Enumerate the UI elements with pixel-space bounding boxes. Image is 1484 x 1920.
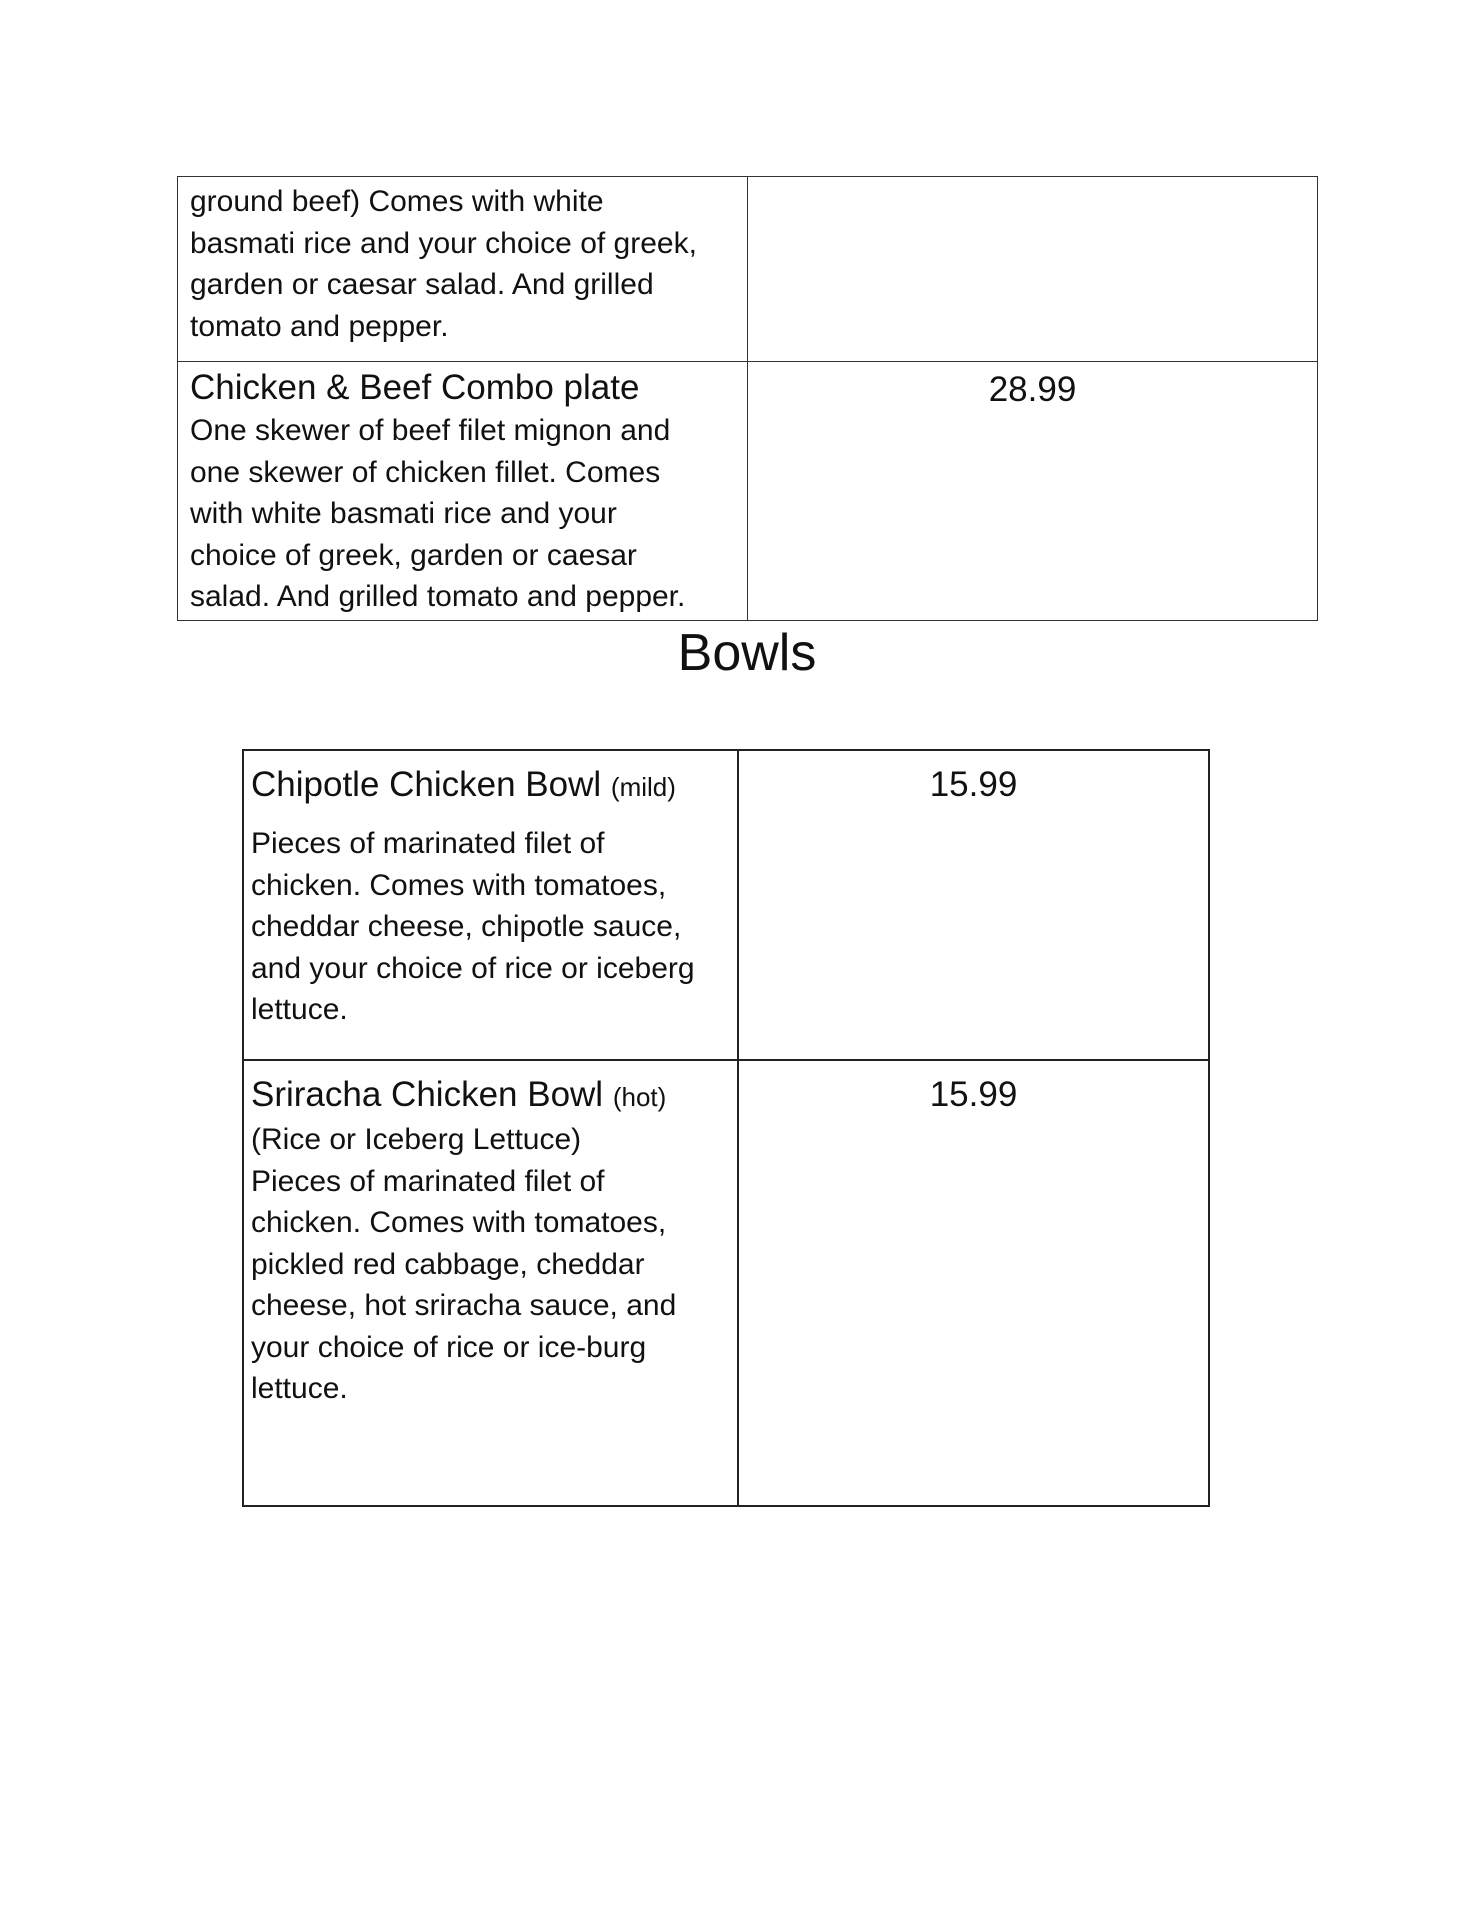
heat-level: (mild) <box>610 772 676 802</box>
item-subtitle: (Rice or Iceberg Lettuce) <box>251 1123 582 1156</box>
table-row <box>243 750 1209 1060</box>
table-row <box>178 177 1318 362</box>
price-cell <box>738 1060 1209 1506</box>
item-price: 15.99 <box>929 765 1018 804</box>
item-name: Sriracha Chicken Bowl <box>251 1075 604 1114</box>
item-price: 28.99 <box>988 370 1077 409</box>
item-cell <box>243 750 738 1060</box>
item-description: Pieces of marinated filet of chicken. Comes with tomatoes, cheddar cheese, chipotle sauce, and your choice of rice or iceberg lettuce. <box>251 827 695 1026</box>
bowls-table <box>242 749 1210 1507</box>
table-row <box>178 362 1318 621</box>
section-title: Bowls <box>677 624 817 682</box>
price-cell <box>738 750 1209 1060</box>
item-cell <box>178 177 748 362</box>
table-row <box>243 1060 1209 1506</box>
item-cell <box>243 1060 738 1506</box>
item-description: Pieces of marinated filet of chicken. Comes with tomatoes, pickled red cabbage, cheddar cheese, hot sriracha sauce, and your choice of rice or ice-burg lettuce. <box>251 1164 677 1405</box>
heat-level: (hot) <box>612 1082 667 1112</box>
item-name-line <box>251 1073 729 1119</box>
item-description: ground beef) Comes with white basmati rice and your choice of greek, garden or caesar salad. And grilled tomato and pepper. <box>190 185 697 343</box>
item-name: Chicken & Beef Combo plate <box>190 368 640 407</box>
price-cell <box>748 177 1318 362</box>
plates-table <box>177 176 1318 621</box>
item-name-line <box>251 763 729 809</box>
price-cell <box>748 362 1318 621</box>
item-cell <box>178 362 748 621</box>
item-name: Chipotle Chicken Bowl <box>251 765 602 804</box>
spacer <box>251 809 729 823</box>
item-price: 15.99 <box>929 1075 1018 1114</box>
item-description: One skewer of beef filet mignon and one skewer of chicken fillet. Comes with white basmati rice and your choice of greek, garden or caesar salad. And grilled tomato and pepper. <box>190 414 686 613</box>
